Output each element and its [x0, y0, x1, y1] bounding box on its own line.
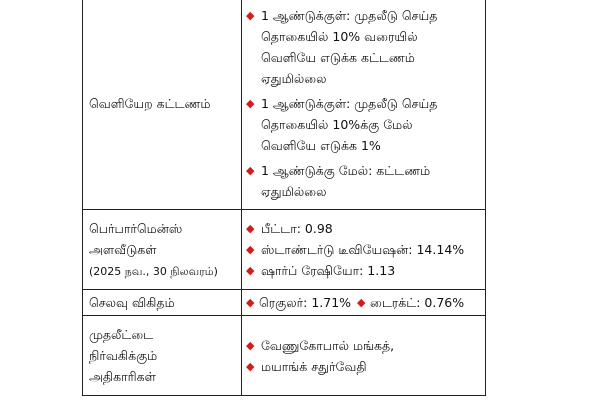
red-diamond-icon: ◆ — [246, 8, 255, 22]
fund-managers-values — [242, 316, 486, 396]
exit-point-2-line-3: வெளியே எடுக்க 1% — [261, 137, 381, 153]
direct-expense: டைரக்ட்: 0.76% — [370, 295, 465, 310]
red-diamond-icon: ◆ — [246, 264, 255, 277]
fund-managers-label — [83, 316, 242, 396]
exit-point-3-line-2: ஏதுமில்லை — [261, 183, 327, 199]
exit-point-3-line-1: 1 ஆண்டுக்கு மேல்: கட்டணம் — [261, 162, 431, 178]
performance-label-line-2: அளவீடுகள் — [89, 241, 157, 257]
exit-point-2-line-2: தொகையில் 10%க்கு மேல் — [261, 116, 413, 132]
manager-item: ◆ வேணுகோபால் மங்கத், — [246, 335, 481, 356]
performance-values — [242, 210, 486, 290]
managers-label-line-2: நிர்வகிக்கும் — [89, 348, 158, 363]
expense-ratio-label: செலவு விகிதம் — [83, 290, 242, 316]
performance-label-line-1: பெர்பார்மென்ஸ் — [89, 220, 183, 236]
red-diamond-icon: ◆ — [246, 96, 255, 110]
performance-label — [83, 210, 242, 290]
exit-point-2-line-1: 1 ஆண்டுக்குள்: முதலீடு செய்த — [261, 95, 438, 111]
fund-managers-row — [83, 316, 486, 396]
exit-load-point-3 — [246, 160, 481, 202]
exit-point-1-line-1: 1 ஆண்டுக்குள்: முதலீடு செய்த — [261, 7, 438, 23]
exit-point-1-line-4: ஏதுமில்லை — [261, 70, 327, 86]
exit-point-1-line-2: தொகையில் 10% வரையில் — [261, 28, 418, 44]
expense-ratio-values — [242, 290, 486, 316]
managers-label-line-1: முதலீட்டை — [89, 327, 154, 342]
red-diamond-icon: ◆ — [246, 243, 255, 256]
red-diamond-icon: ◆ — [246, 359, 255, 373]
fund-details-table — [82, 0, 486, 396]
beta-item: ◆ பீட்டா: 0.98 — [246, 218, 481, 239]
std-deviation-item: ◆ ஸ்டாண்டர்டு டீவியேஷன்: 14.14% — [246, 239, 481, 260]
regular-expense: ரெகுலர்: 1.71% — [259, 295, 352, 310]
sharpe-ratio-item: ◆ ஷார்ப் ரேஷியோ: 1.13 — [246, 260, 481, 281]
red-diamond-icon: ◆ — [246, 338, 255, 352]
exit-load-values — [242, 0, 486, 210]
red-diamond-icon: ◆ — [246, 296, 255, 309]
exit-point-1-line-3: வெளியே எடுக்க கட்டணம் — [261, 49, 415, 65]
red-diamond-icon: ◆ — [357, 296, 366, 309]
red-diamond-icon: ◆ — [246, 163, 255, 177]
expense-ratio-row — [83, 290, 486, 316]
exit-load-row — [83, 0, 486, 210]
red-diamond-icon: ◆ — [246, 222, 255, 235]
exit-load-point-2 — [246, 93, 481, 156]
performance-date-note: (2025 நவ., 30 நிலவரம்) — [89, 264, 218, 278]
exit-load-point-1 — [246, 5, 481, 89]
manager-item: ◆ மயாங்க் சதுர்வேதி — [246, 356, 481, 377]
performance-row — [83, 210, 486, 290]
managers-label-line-3: அதிகாரிகள் — [89, 369, 156, 384]
exit-load-label: வெளியேற கட்டணம் — [83, 0, 242, 210]
